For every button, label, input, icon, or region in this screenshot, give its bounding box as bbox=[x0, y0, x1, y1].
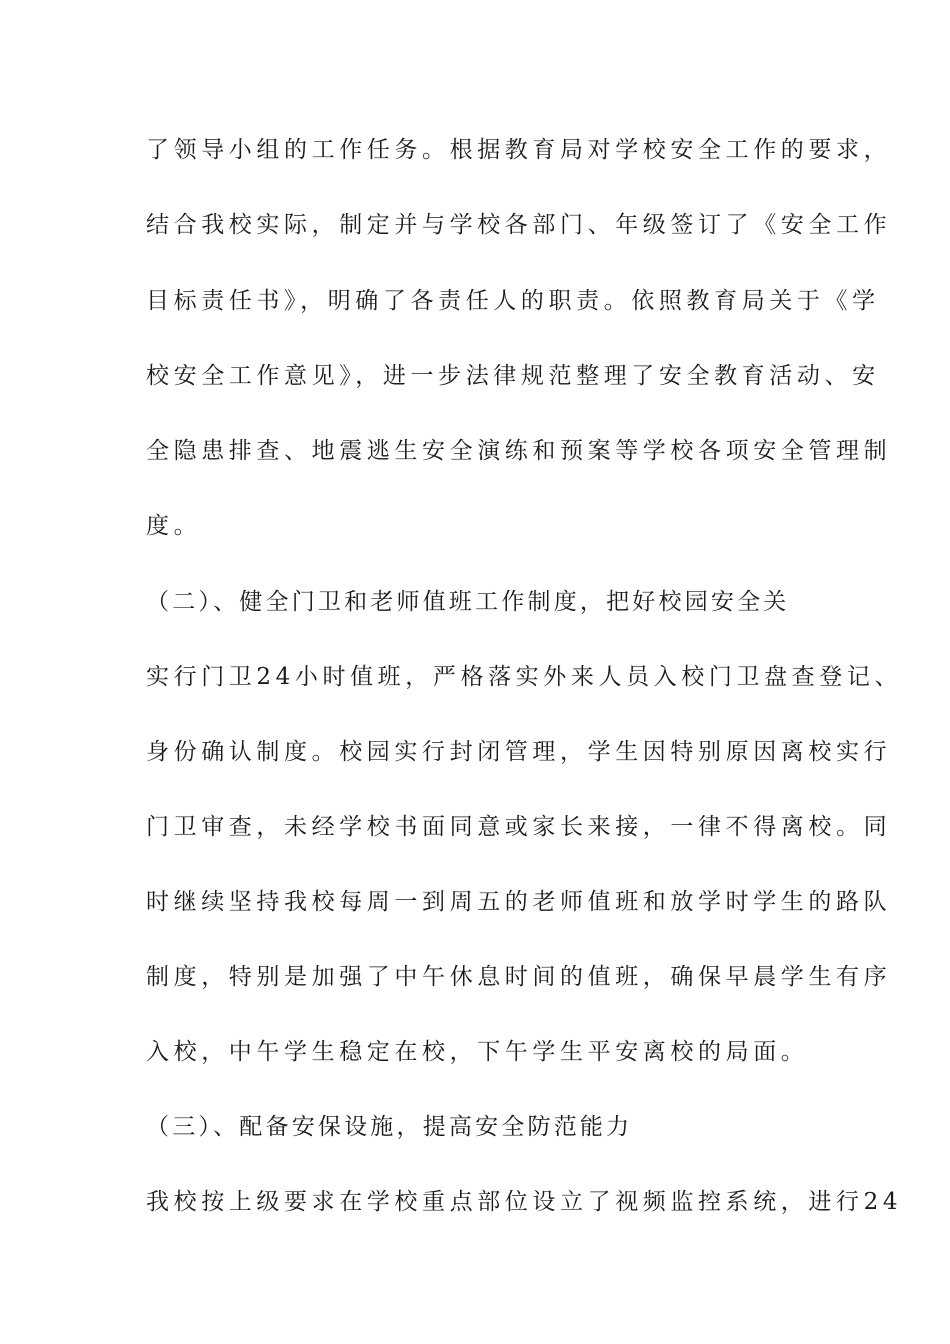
text-line: 时继续坚持我校每周一到周五的老师值班和放学时学生的路队 bbox=[146, 889, 892, 915]
text-line: 结合我校实际，制定并与学校各部门、年级签订了《安全工作 bbox=[146, 212, 892, 238]
text-line: 门卫审查，未经学校书面同意或家长来接，一律不得离校。同 bbox=[146, 814, 892, 840]
text-line: 全隐患排查、地震逃生安全演练和预案等学校各项安全管理制 bbox=[146, 438, 892, 464]
text-line: 目标责任书》，明确了各责任人的职责。依照教育局关于《学 bbox=[146, 288, 880, 314]
text-line: 我校按上级要求在学校重点部位设立了视频监控系统，进行24 bbox=[146, 1189, 903, 1215]
text-line: 度。 bbox=[146, 513, 202, 539]
text-line: 身份确认制度。校园实行封闭管理，学生因特别原因离校实行 bbox=[146, 739, 892, 765]
text-line: 制度，特别是加强了中午休息时间的值班，确保早晨学生有序 bbox=[146, 964, 892, 990]
section-heading: （三）、配备安保设施，提高安全防范能力 bbox=[146, 1114, 633, 1140]
text-line: 入校，中午学生稳定在校，下午学生平安离校的局面。 bbox=[146, 1039, 809, 1065]
section-heading: （二）、健全门卫和老师值班工作制度，把好校园安全关 bbox=[146, 589, 790, 615]
text-line: 了领导小组的工作任务。根据教育局对学校安全工作的要求， bbox=[146, 137, 892, 163]
text-line: 校安全工作意见》，进一步法律规范整理了安全教育活动、安 bbox=[146, 363, 880, 389]
text-line: 实行门卫24小时值班，严格落实外来人员入校门卫盘查登记、 bbox=[146, 664, 903, 690]
